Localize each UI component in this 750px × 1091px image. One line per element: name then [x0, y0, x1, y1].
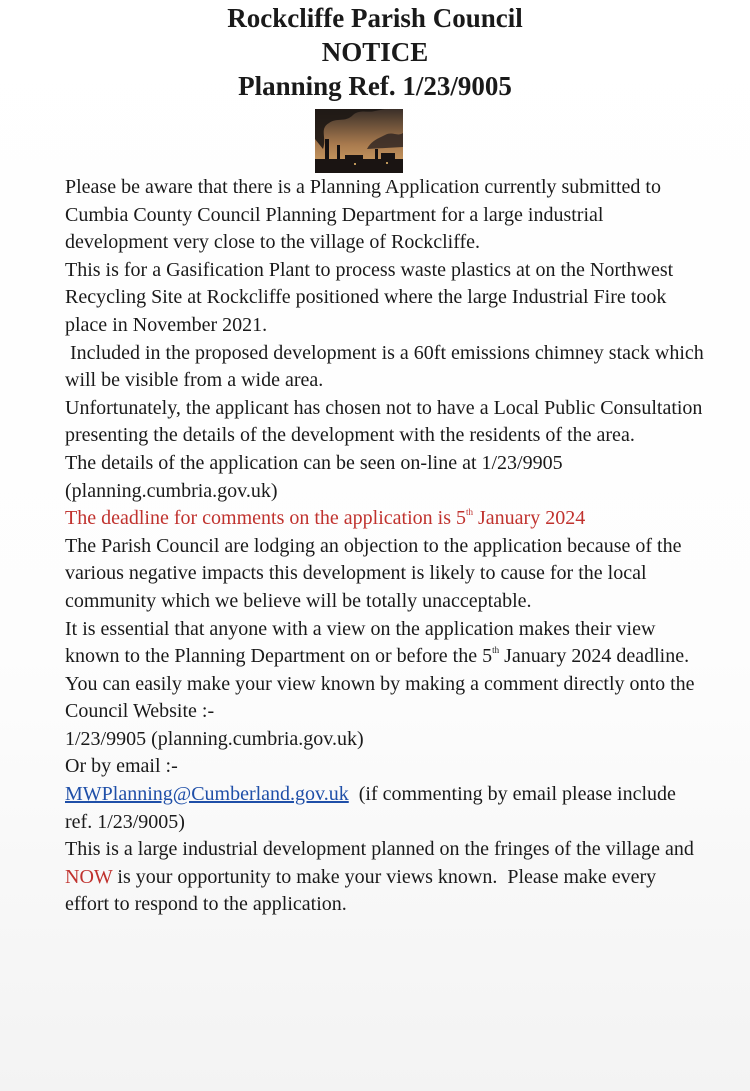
paragraph-email-intro: Or by email :- [65, 755, 178, 778]
email-link[interactable]: MWPlanning@Cumberland.gov.uk [65, 783, 349, 806]
email-note: (if commenting by email please include ref. 1/23/9005) [65, 783, 681, 833]
industrial-smoke-stack-icon [315, 109, 403, 173]
notice-body [65, 174, 705, 919]
now-emphasis: NOW [65, 865, 113, 888]
paragraph-gasification-plant: This is for a Gasification Plant to process waste plastics at on the Northwest Recycling Site at Rockcliffe positioned where the large Industrial Fire took place in November 2021. [65, 258, 674, 336]
paragraph-closing: This is a large industrial development planned on the fringes of the village and NOW is your opportunity to make your views known. Please make every effort to respond to the application. [65, 838, 694, 916]
council-name: Rockcliffe Parish Council [227, 3, 523, 33]
notice-title: NOTICE [321, 37, 429, 67]
deadline-notice: The deadline for comments on the application is 5th January 2024 [65, 507, 586, 530]
paragraph-email [65, 781, 705, 836]
paragraph-application-submitted: Please be aware that there is a Planning Application currently submitted to Cumbia County Council Planning Department for a large industrial development very close to the village of Rockcliffe. [65, 176, 661, 254]
paragraph-application-details: The details of the application can be seen on-line at 1/23/9905 (planning.cumbria.gov.uk) [65, 451, 563, 502]
paragraph-no-consultation: Unfortunately, the applicant has chosen not to have a Local Public Consultation presenting the details of the development with the residents of the area. [65, 396, 703, 447]
notice-header [0, 0, 750, 103]
website-reference: 1/23/9905 (planning.cumbria.gov.uk) [65, 727, 364, 750]
paragraph-website-comment: You can easily make your view known by making a comment directly onto the Council Website :- [65, 672, 695, 723]
paragraph-essential-view: It is essential that anyone with a view on the application makes their view known to the Planning Department on or before the 5th January 2024 deadline. [65, 617, 690, 668]
paragraph-objection: The Parish Council are lodging an objection to the application because of the various negative impacts this development is likely to cause for the local community which we believe will be totally unacceptable. [65, 534, 682, 612]
planning-ref: Planning Ref. 1/23/9005 [238, 71, 512, 101]
paragraph-chimney-stack: Included in the proposed development is a 60ft emissions chimney stack which will be visible from a wide area. [65, 341, 704, 392]
